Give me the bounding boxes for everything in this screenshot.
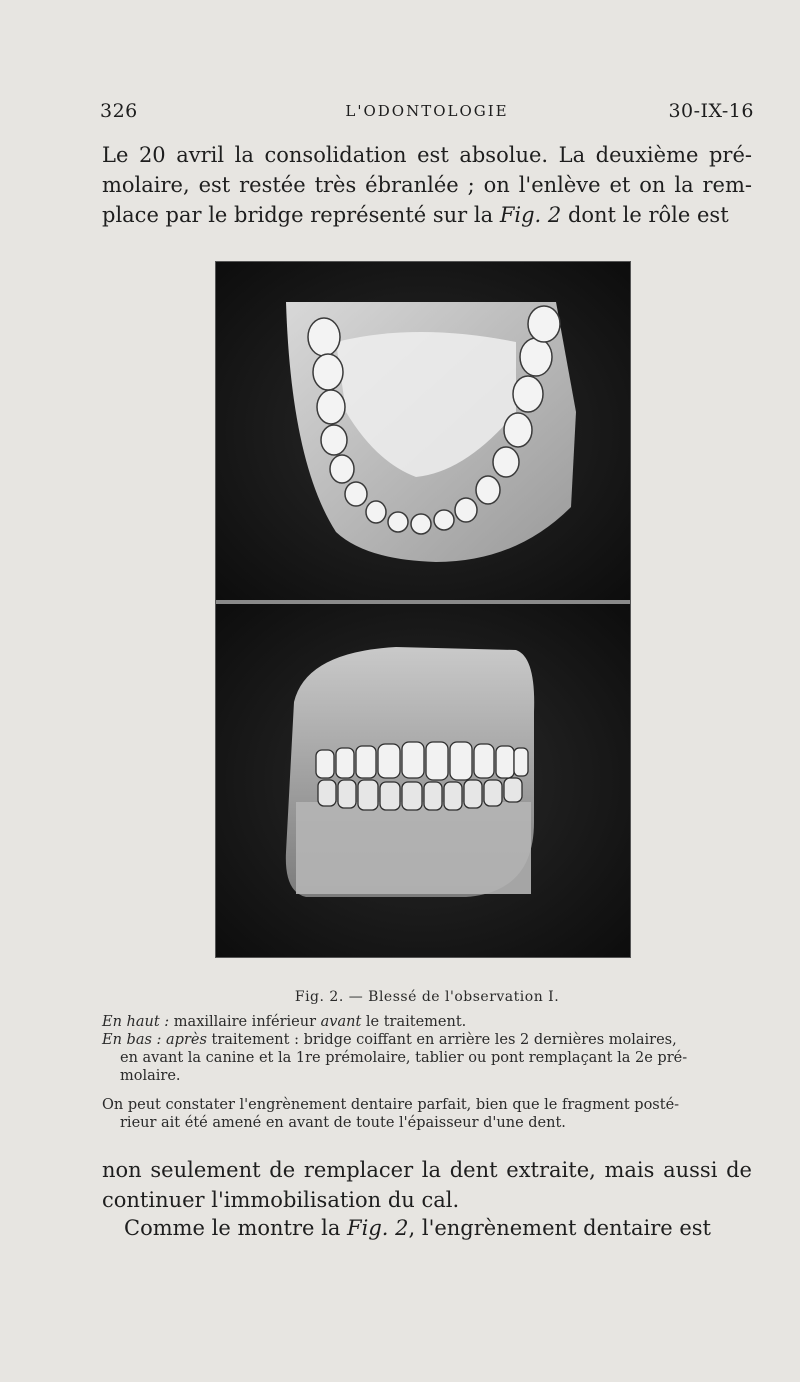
bottom-panel xyxy=(216,604,630,957)
caption-text: le traitement. xyxy=(361,1014,467,1030)
caption-line: rieur ait été amené en avant de toute l'épaisseur d'une dent. xyxy=(120,1115,566,1131)
running-title: L'ODONTOLOGIE xyxy=(345,102,509,120)
text-line: molaire, est restée très ébranlée ; on l'enlève et on la rem- xyxy=(102,173,752,197)
lower-teeth-row xyxy=(318,778,522,810)
text-line: non seulement de remplacer la dent extraite, mais aussi de xyxy=(102,1158,752,1182)
caption-text: traitement : bridge coiffant en arrière les 2 dernières molaires, xyxy=(206,1032,677,1048)
text-line xyxy=(102,1213,752,1243)
figure-caption-haut xyxy=(102,1013,752,1031)
top-panel xyxy=(216,262,630,600)
paragraph-top xyxy=(102,140,752,230)
text-span: dont le rôle est xyxy=(561,203,729,227)
issue-date: 30-IX-16 xyxy=(668,100,754,122)
caption-emphasis: après xyxy=(161,1032,207,1048)
figure-caption-title: Fig. 2. — Blessé de l'observation I. xyxy=(294,989,560,1005)
caption-line: en avant la canine et la 1re prémolaire, tablier ou pont remplaçant la 2e pré- xyxy=(120,1050,688,1066)
text-span: Comme le montre la xyxy=(124,1216,348,1240)
page-number: 326 xyxy=(100,100,138,122)
figure-reference: Fig. 2 xyxy=(499,203,562,227)
text-line: continuer l'immobilisation du cal. xyxy=(102,1188,460,1212)
text-line xyxy=(102,200,752,230)
text-span: , l'engrènement dentaire est xyxy=(408,1216,711,1240)
text-line: Le 20 avril la consolidation est absolue. La deuxième pré- xyxy=(102,143,752,167)
caption-text: maxillaire inférieur xyxy=(169,1014,321,1030)
paragraph-bottom xyxy=(102,1155,752,1215)
caption-emphasis: avant xyxy=(320,1014,362,1030)
caption-line: On peut constater l'engrènement dentaire parfait, bien que le fragment posté- xyxy=(102,1097,680,1113)
figure-photograph xyxy=(216,262,630,957)
figure-caption-observation xyxy=(102,1096,752,1132)
caption-line: molaire. xyxy=(120,1068,181,1084)
figure-caption-bas xyxy=(102,1031,752,1085)
panel-divider xyxy=(216,600,630,604)
text-span: place par le bridge représenté sur la xyxy=(102,203,500,227)
caption-label: En haut : xyxy=(102,1014,170,1030)
figure-reference: Fig. 2 xyxy=(347,1216,409,1240)
dental-cast-photos xyxy=(216,262,630,957)
paragraph-last xyxy=(102,1213,752,1243)
caption-label: En bas : xyxy=(102,1032,162,1048)
caption-line xyxy=(102,1031,752,1049)
running-header xyxy=(100,100,754,126)
